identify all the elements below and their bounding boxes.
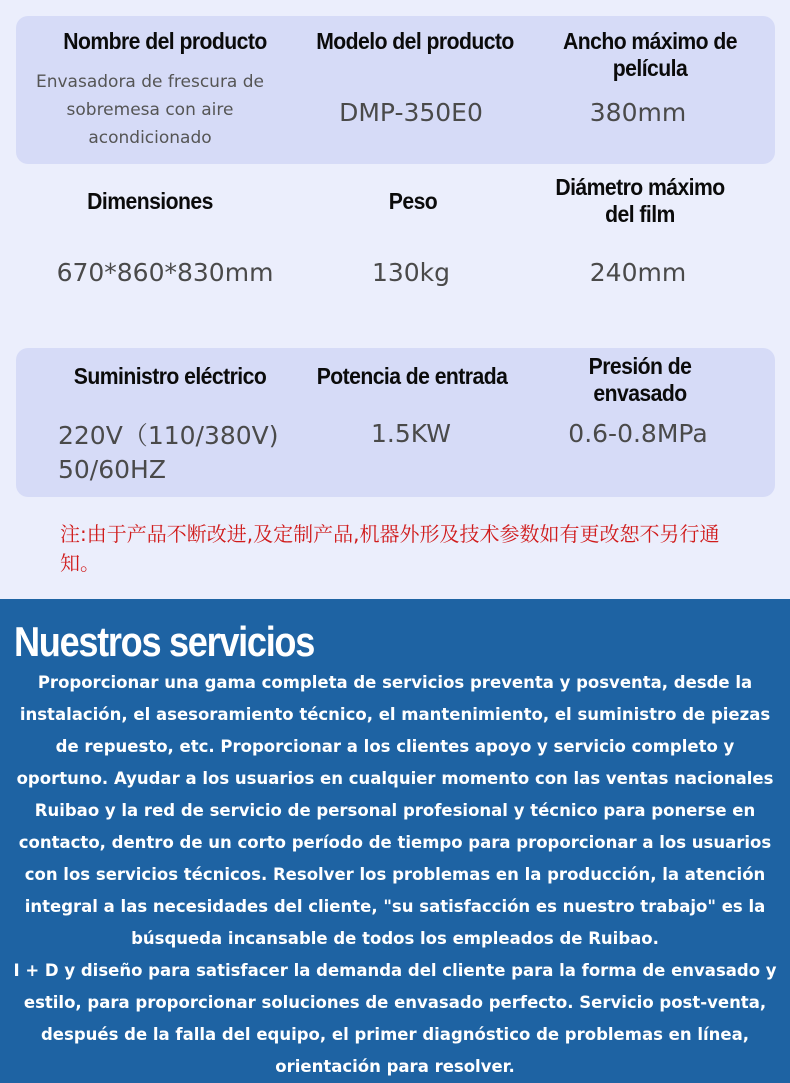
services-section <box>0 599 790 1083</box>
label-product-model: Modelo del producto <box>316 28 514 54</box>
label-product-name: Nombre del producto <box>63 28 267 54</box>
value-product-model: DMP-350E0 <box>339 98 483 127</box>
value-max-film-width: 380mm <box>589 98 687 127</box>
label-max-film-width: Ancho máximo de película <box>563 28 737 81</box>
value-dimensions: 670*860*830mm <box>56 258 274 287</box>
label-weight: Peso <box>388 188 438 214</box>
change-notice: 注:由于产品不断改进,及定制产品,机器外形及技术参数如有更改恕不另行通知。 <box>60 522 720 575</box>
label-input-power: Potencia de entrada <box>316 363 508 389</box>
value-power-supply: 220V（110/380V) 50/60HZ <box>58 421 279 484</box>
value-max-film-diameter: 240mm <box>589 258 687 287</box>
services-title: Nuestros servicios <box>14 618 315 665</box>
label-packing-pressure: Presión de envasado <box>588 353 692 406</box>
label-power-supply: Suministro eléctrico <box>73 363 267 389</box>
label-max-film-diameter: Diámetro máximo del film <box>555 174 725 227</box>
value-weight: 130kg <box>371 258 451 287</box>
label-dimensions: Dimensiones <box>87 188 213 214</box>
value-packing-pressure: 0.6-0.8MPa <box>568 419 708 448</box>
value-input-power: 1.5KW <box>371 419 451 448</box>
services-body <box>10 667 780 1083</box>
services-paragraph-1: Proporcionar una gama completa de servicios preventa y posventa, desde la instalación, el asesoramiento técnico, el mantenimiento, el suministro de piezas de repuesto, etc. Proporcionar a los clientes apoyo y servicio completo y oportuno. Ayudar a los usuarios en cualquier momento con las ventas nacionales Ruibao y la red de servicio de personal profesional y técnico para ponerse en contacto, dentro de un corto período de tiempo para proporcionar a los usuarios con los servicios técnicos. Resolver los problemas en la producción, la atención integral a las necesidades del cliente, "su satisfacción es nuestro trabajo" es la búsqueda incansable de todos los empleados de Ruibao. <box>16 673 774 948</box>
value-product-name: Envasadora de frescura de sobremesa con aire acondicionado <box>35 72 265 148</box>
services-paragraph-2: I + D y diseño para satisfacer la demanda del cliente para la forma de envasado y estilo, para proporcionar soluciones de envasado perfecto. Servicio post-venta, después de la falla del equipo, el primer diagnóstico de problemas en línea, orientación para resolver. <box>13 961 777 1076</box>
